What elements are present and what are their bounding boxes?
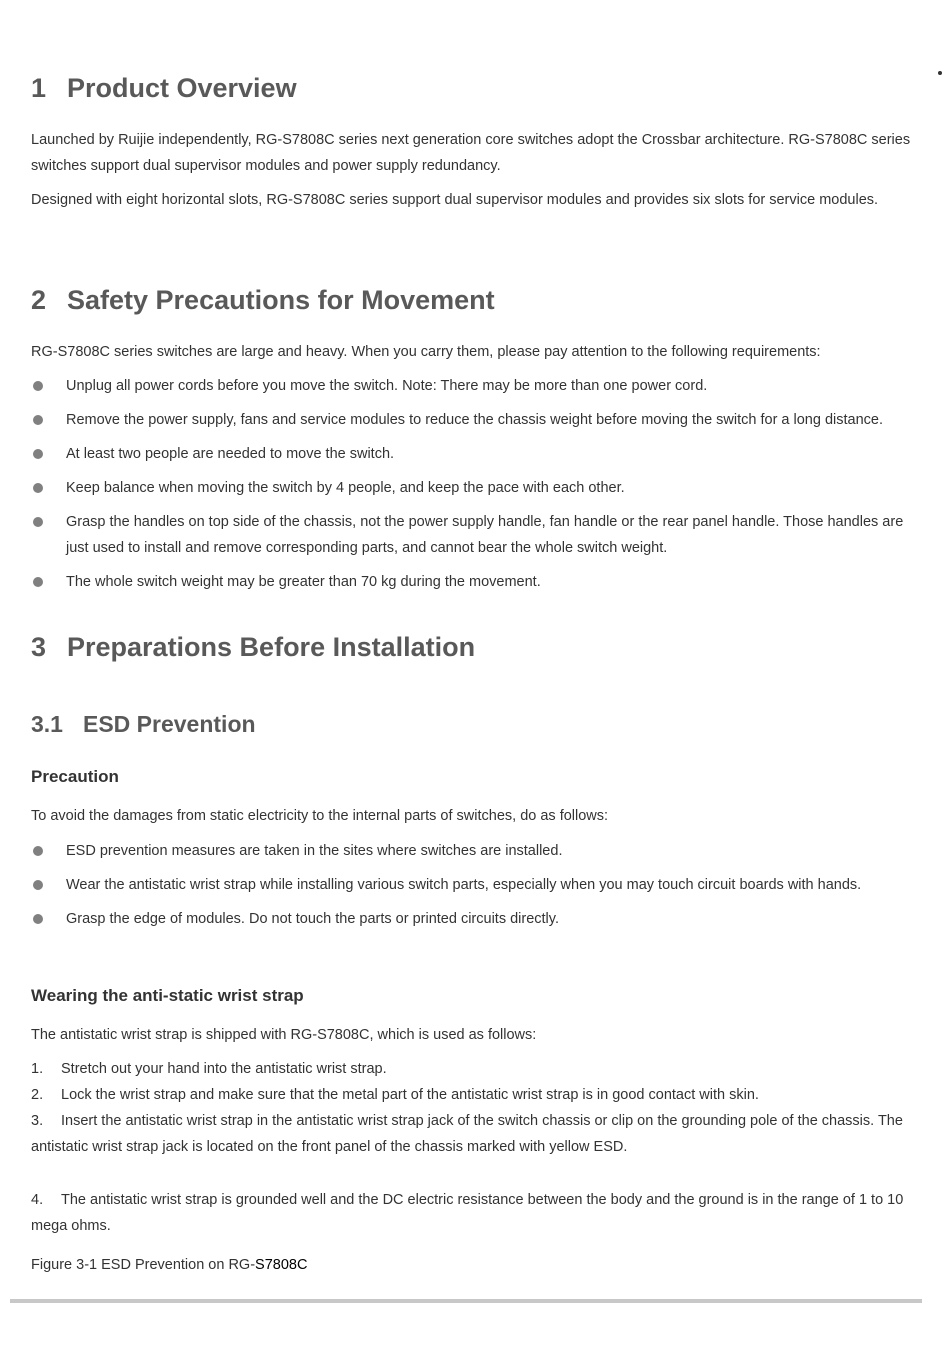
step-text: Lock the wrist strap and make sure that the metal part of the antistatic wrist strap is in good contact with skin. xyxy=(61,1087,759,1103)
numbered-step xyxy=(31,1108,921,1160)
list-item-text: Grasp the handles on top side of the chassis, not the power supply handle, fan handle or the rear panel handle. Those handles are just used to install and remove corresponding parts, and cannot bear the whole switch weight. xyxy=(66,514,904,556)
list-item xyxy=(31,838,921,864)
step-text: Stretch out your hand into the antistatic wrist strap. xyxy=(61,1061,387,1077)
list-item xyxy=(31,569,921,595)
bullet-dot-icon xyxy=(33,846,43,856)
step-number: 2. xyxy=(31,1087,44,1103)
paragraph-overview-2: Designed with eight horizontal slots, RG-S7808C series support dual supervisor modules and provides six slots for service modules. xyxy=(31,192,879,208)
figure-caption xyxy=(31,1252,307,1278)
list-item xyxy=(31,441,921,467)
heading-title: ESD Prevention xyxy=(83,711,256,737)
heading-esd-prevention xyxy=(31,710,256,738)
list-item xyxy=(31,475,921,501)
page-divider xyxy=(10,1299,922,1303)
step-number: 3. xyxy=(31,1113,44,1129)
list-item-text: At least two people are needed to move the switch. xyxy=(66,446,395,462)
list-item xyxy=(31,407,921,433)
heading-number: 2 xyxy=(31,285,47,315)
list-item-text: ESD prevention measures are taken in the sites where switches are installed. xyxy=(66,843,563,859)
step-number: 4. xyxy=(31,1192,44,1208)
list-item-text: Wear the antistatic wrist strap while installing various switch parts, especially when you may touch circuit boards with hands. xyxy=(66,877,862,893)
step-text: The antistatic wrist strap is grounded well and the DC electric resistance between the body and the ground is in the range of 1 to 10 mega ohms. xyxy=(31,1192,904,1234)
list-item xyxy=(31,373,921,399)
heading-wrist-strap: Wearing the anti-static wrist strap xyxy=(31,986,304,1005)
heading-preparations xyxy=(31,631,475,663)
heading-number: 3.1 xyxy=(31,711,63,737)
step-number: 1. xyxy=(31,1061,44,1077)
paragraph-overview-1: Launched by Ruijie independently, RG-S7808C series next generation core switches adopt the Crossbar architecture. RG-S7808C series switches support dual supervisor modules and power supply redundancy. xyxy=(31,132,911,174)
numbered-step xyxy=(31,1056,921,1082)
list-item xyxy=(31,509,921,561)
figure-caption-model: S7808C xyxy=(255,1257,308,1273)
list-item-text: Unplug all power cords before you move the switch. Note: There may be more than one power cord. xyxy=(66,378,708,394)
heading-product-overview xyxy=(31,72,297,104)
list-item-text: Keep balance when moving the switch by 4 people, and keep the pace with each other. xyxy=(66,480,625,496)
list-item xyxy=(31,872,921,898)
list-item xyxy=(31,906,921,932)
bullet-dot-icon xyxy=(33,415,43,425)
step-text: Insert the antistatic wrist strap in the antistatic wrist strap jack of the switch chassis or clip on the grounding pole of the chassis. The antistatic wrist strap jack is located on the front panel of the chassis marked with yellow ESD. xyxy=(31,1113,903,1155)
heading-title: Preparations Before Installation xyxy=(67,632,476,662)
numbered-step xyxy=(31,1187,921,1239)
heading-number: 1 xyxy=(31,73,47,103)
list-item-text: The whole switch weight may be greater than 70 kg during the movement. xyxy=(66,574,541,590)
paragraph-precaution-intro: To avoid the damages from static electricity to the internal parts of switches, do as follows: xyxy=(31,808,609,824)
heading-precaution: Precaution xyxy=(31,767,119,786)
bullet-dot-icon xyxy=(33,577,43,587)
bullet-dot-icon xyxy=(33,381,43,391)
heading-safety-precautions xyxy=(31,284,495,316)
paragraph-safety-intro: RG-S7808C series switches are large and heavy. When you carry them, please pay attention to the following requirements: xyxy=(31,344,821,360)
figure-caption-text: Figure 3-1 ESD Prevention on RG- xyxy=(31,1257,256,1273)
bullet-dot-icon xyxy=(33,483,43,493)
bullet-dot-icon xyxy=(33,449,43,459)
bullet-dot-icon xyxy=(33,914,43,924)
numbered-step xyxy=(31,1082,921,1108)
list-item-text: Remove the power supply, fans and service modules to reduce the chassis weight before moving the switch for a long distance. xyxy=(66,412,883,428)
heading-title: Product Overview xyxy=(67,73,297,103)
list-item-text: Grasp the edge of modules. Do not touch the parts or printed circuits directly. xyxy=(66,911,559,927)
heading-title: Safety Precautions for Movement xyxy=(67,285,495,315)
corner-dot-mark xyxy=(938,71,942,75)
bullet-dot-icon xyxy=(33,880,43,890)
heading-number: 3 xyxy=(31,632,47,662)
bullet-dot-icon xyxy=(33,517,43,527)
paragraph-wrist-strap-intro: The antistatic wrist strap is shipped with RG-S7808C, which is used as follows: xyxy=(31,1027,537,1043)
